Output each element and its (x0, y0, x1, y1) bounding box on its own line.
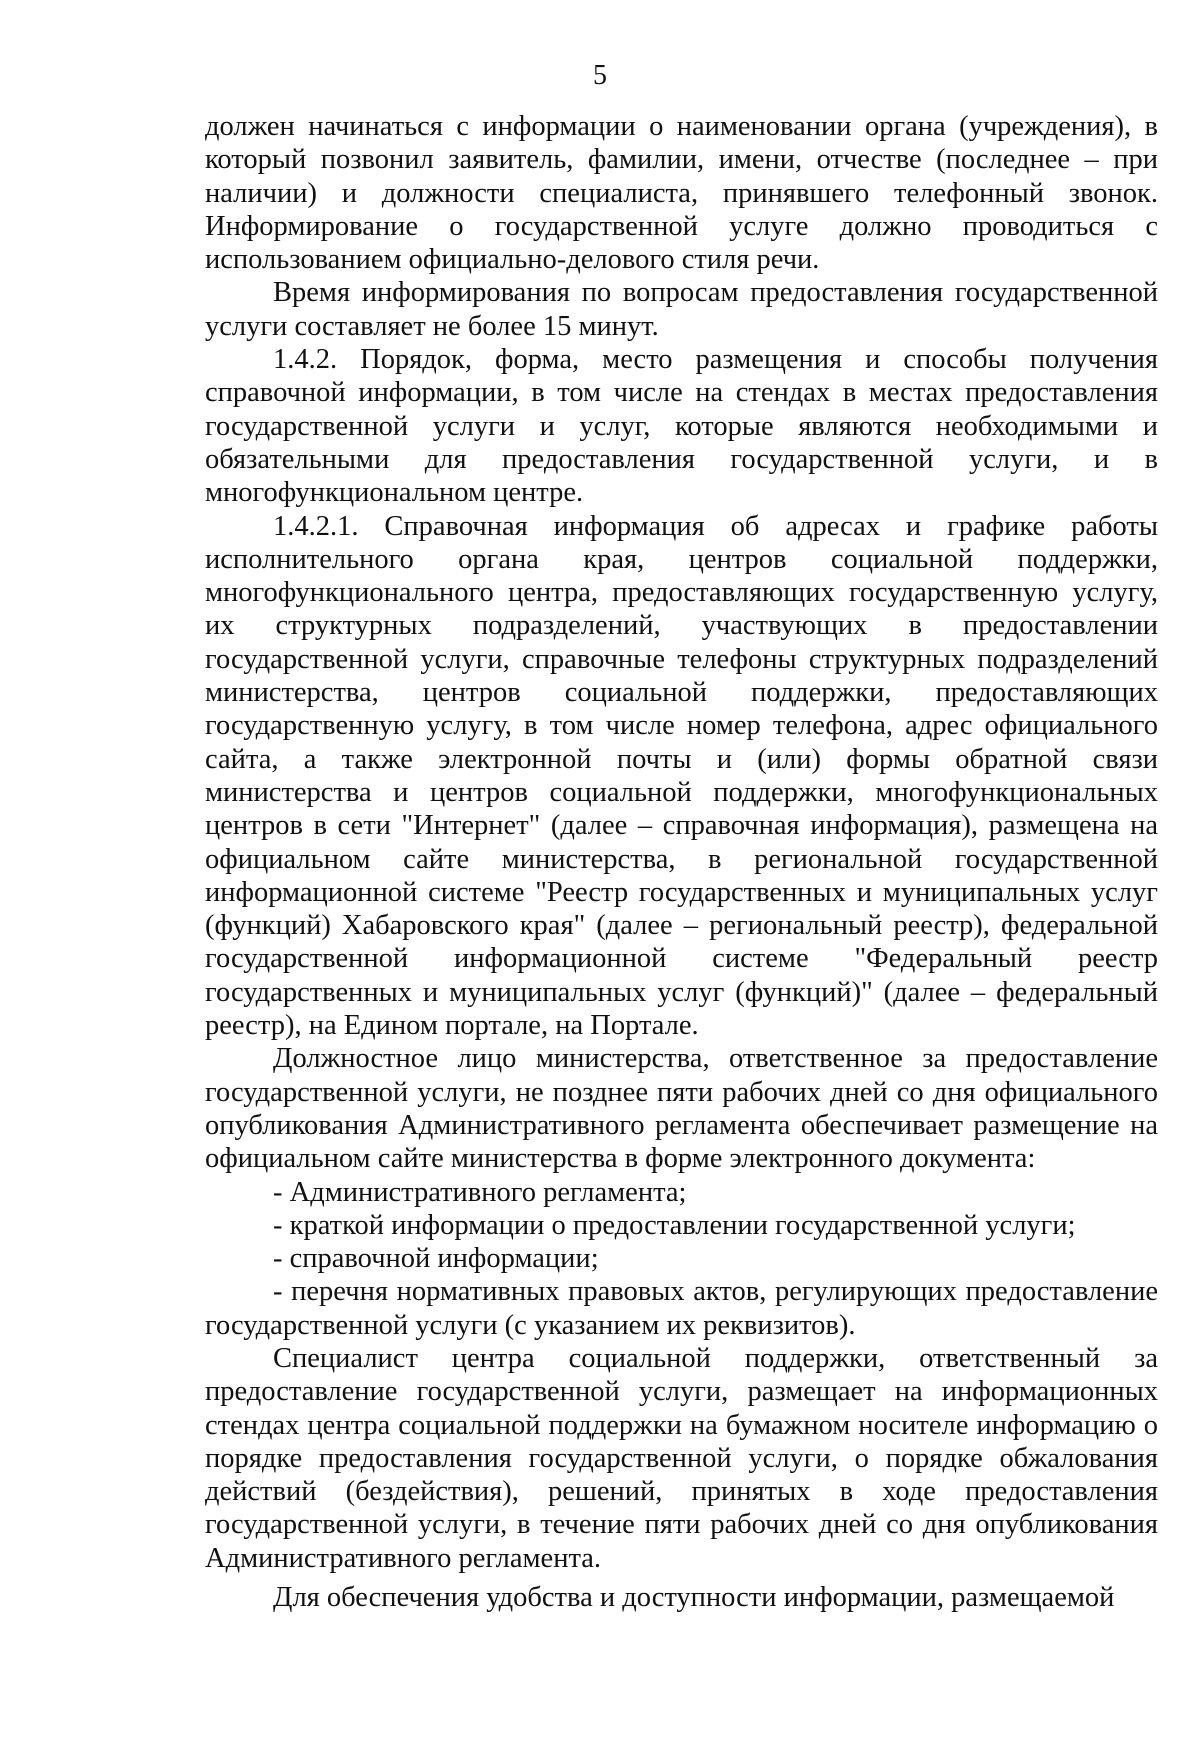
paragraph-specialist: Специалист центра социальной поддержки, ответственный за предоставление государственной услуги, размещает на информационных стендах центра социальной поддержки на бумажном носителе информацию о порядке предоставления государственной услуги, о порядке обжалования действий (бездействия), решений, принятых в ходе предоставления государственной услуги, в течение пяти рабочих дней со дня опубликования Административного регламента. (205, 1342, 1158, 1574)
list-item-reference-info: - справочной информации; (273, 1243, 599, 1275)
paragraph-informing-time: Время информирования по вопросам предоставления государственной услуги составляет не более 15 минут. (205, 277, 1158, 342)
paragraph-official-publication: Должностное лицо министерства, ответственное за предоставление государственной услуги, не позднее пяти рабочих дней со дня официального опубликования Административного регламента обеспечивает размещение на официальном сайте министерства в форме электронного документа: (205, 1043, 1158, 1175)
paragraph-accessibility: Для обеспечения удобства и доступности информации, размещаемой (273, 1582, 1115, 1614)
paragraph-continuation: должен начинаться с информации о наименовании органа (учреждения), в который позвонил заявитель, фамилии, имени, отчестве (последнее – при наличии) и должности специалиста, принявшего телефонный звонок. Информирование о государственной услуге должно проводиться с использованием официально-делового стиля речи. (205, 111, 1158, 276)
list-item-brief-info: - краткой информации о предоставлении государственной услуги; (273, 1209, 1076, 1241)
list-item-legal-acts: - перечня нормативных правовых актов, регулирующих предоставление государственной услуги (с указанием их реквизитов). (205, 1276, 1158, 1341)
page-number: 5 (593, 60, 607, 91)
list-item-regulation: - Административного регламента; (273, 1176, 687, 1208)
paragraph-section-1-4-2-1: 1.4.2.1. Справочная информация об адресах и графике работы исполнительного органа края, центров социальной поддержки, многофункционального центра, предоставляющих государственную услугу, их структурных подразделений, участвующих в предоставлении государственной услуги, справочные телефоны структурных подразделений министерства, центров социальной поддержки, предоставляющих государственную услугу, в том числе номер телефона, адрес официального сайта, а также электронной почты и (или) формы обратной связи министерства и центров социальной поддержки, многофункциональных центров в сети "Интернет" (далее – справочная информация), размещена на официальном сайте министерства, в региональной государственной информационной системе "Реестр государственных и муниципальных услуг (функций) Хабаровского края" (далее – региональный реестр), федеральной государственной информационной системе "Федеральный реестр государственных и муниципальных услуг (функций)" (далее – федеральный реестр), на Едином портале, на Портале. (205, 510, 1158, 1042)
document-body (205, 110, 1158, 1614)
paragraph-section-1-4-2: 1.4.2. Порядок, форма, место размещения и способы получения справочной информации, в том числе на стендах в местах предоставления государственной услуги и услуг, которые являются необходимыми и обязательными для предоставления государственной услуги, и в многофункциональном центре. (205, 344, 1158, 509)
